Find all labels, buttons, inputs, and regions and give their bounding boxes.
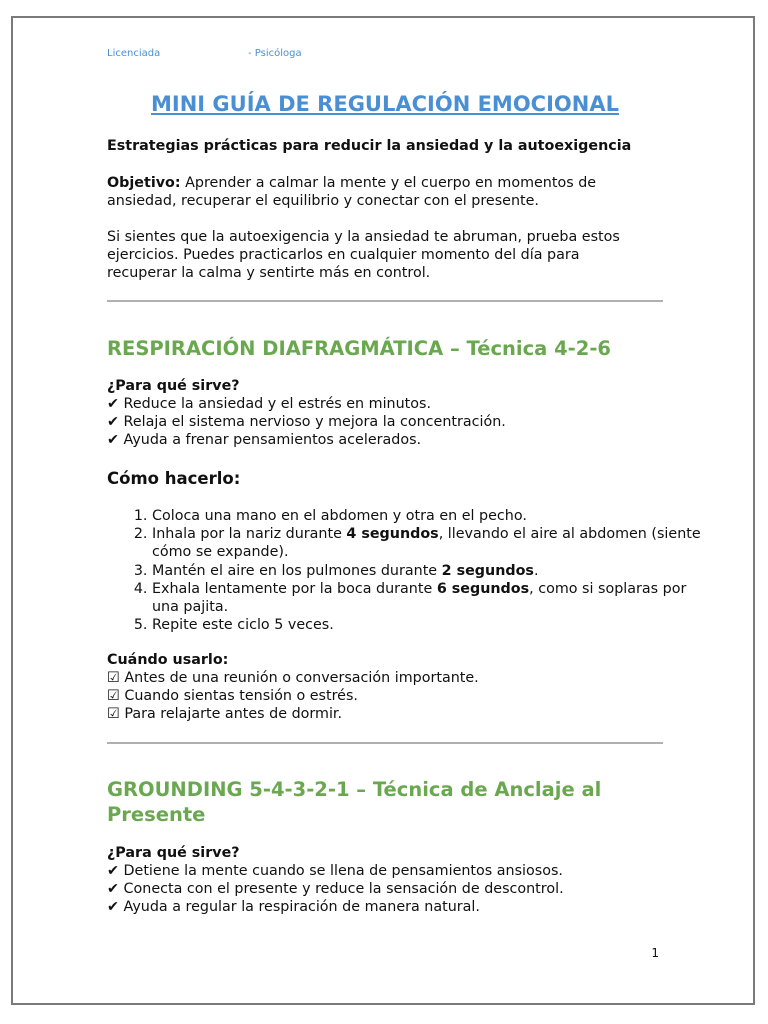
step-text: Exhala lentamente por la boca durante — [152, 580, 437, 597]
section-divider — [107, 742, 663, 744]
objective-paragraph — [107, 174, 677, 210]
header-profession-label: - Psicóloga — [248, 48, 302, 59]
intro-line: ejercicios. Puedes practicarlos en cualquier momento del día para — [107, 247, 580, 263]
when-item: ☑ Antes de una reunión o conversación importante. — [107, 670, 479, 686]
step-item — [152, 580, 712, 616]
step-item — [152, 507, 712, 525]
step-emphasis: 6 segundos — [436, 580, 530, 597]
section1-when — [107, 651, 677, 723]
intro-paragraph — [107, 228, 677, 282]
step-emphasis: 4 segundos — [346, 526, 439, 543]
step-item — [152, 525, 712, 561]
purpose-label: ¿Para qué sirve? — [107, 378, 240, 394]
benefit-item: ✔ Detiene la mente cuando se llena de pensamientos ansiosos. — [107, 863, 563, 879]
step-item — [152, 562, 712, 580]
benefit-item: ✔ Conecta con el presente y reduce la sensación de descontrol. — [107, 881, 564, 897]
benefit-item: ✔ Relaja el sistema nervioso y mejora la concentración. — [107, 414, 506, 430]
page-number: 1 — [651, 946, 659, 960]
benefit-item: ✔ Ayuda a regular la respiración de manera natural. — [107, 899, 480, 915]
step-item — [152, 616, 712, 634]
steps-list — [107, 507, 712, 634]
objective-label: Objetivo: — [107, 175, 181, 191]
when-item: ☑ Para relajarte antes de dormir. — [107, 706, 343, 722]
objective-text-1: Aprender a calmar la mente y el cuerpo en momentos de — [180, 175, 597, 191]
document-title: MINI GUÍA DE REGULACIÓN EMOCIONAL — [151, 92, 619, 116]
document-page — [11, 16, 755, 1005]
step-emphasis: 2 segundos — [441, 562, 534, 579]
step-text: , como si soplaras por una pajita. — [152, 580, 687, 616]
step-text: Inhala por la nariz durante — [152, 526, 347, 543]
page-header — [107, 48, 302, 59]
objective-text-2: ansiedad, recuperar el equilibrio y conectar con el presente. — [107, 193, 539, 209]
when-label: Cuándo usarlo: — [107, 652, 229, 668]
header-name-label: Licenciada — [107, 48, 161, 59]
step-text: Mantén el aire en los pulmones durante — [152, 562, 442, 579]
intro-line: recuperar la calma y sentirte más en control. — [107, 265, 431, 281]
benefit-item: ✔ Ayuda a frenar pensamientos acelerados. — [107, 432, 422, 448]
howto-heading: Cómo hacerlo: — [107, 469, 241, 488]
step-text: , llevando el aire al abdomen (siente cómo se expande). — [152, 526, 701, 561]
section2-purpose — [107, 844, 677, 916]
section2-title: GROUNDING 5-4-3-2-1 – Técnica de Anclaje al Presente — [107, 778, 602, 826]
section1-purpose — [107, 377, 677, 449]
step-text: Repite este ciclo 5 veces. — [152, 617, 334, 634]
document-subtitle: Estrategias prácticas para reducir la ansiedad y la autoexigencia — [107, 138, 632, 154]
section-divider — [107, 300, 663, 302]
when-item: ☑ Cuando sientas tensión o estrés. — [107, 688, 358, 704]
intro-line: Si sientes que la autoexigencia y la ansiedad te abruman, prueba estos — [107, 229, 620, 245]
step-text: Coloca una mano en el abdomen y otra en el pecho. — [152, 508, 527, 524]
section1-title: RESPIRACIÓN DIAFRAGMÁTICA – Técnica 4-2-6 — [107, 337, 611, 360]
step-text: . — [533, 562, 539, 579]
purpose-label: ¿Para qué sirve? — [107, 845, 240, 861]
benefit-item: ✔ Reduce la ansiedad y el estrés en minutos. — [107, 396, 432, 412]
